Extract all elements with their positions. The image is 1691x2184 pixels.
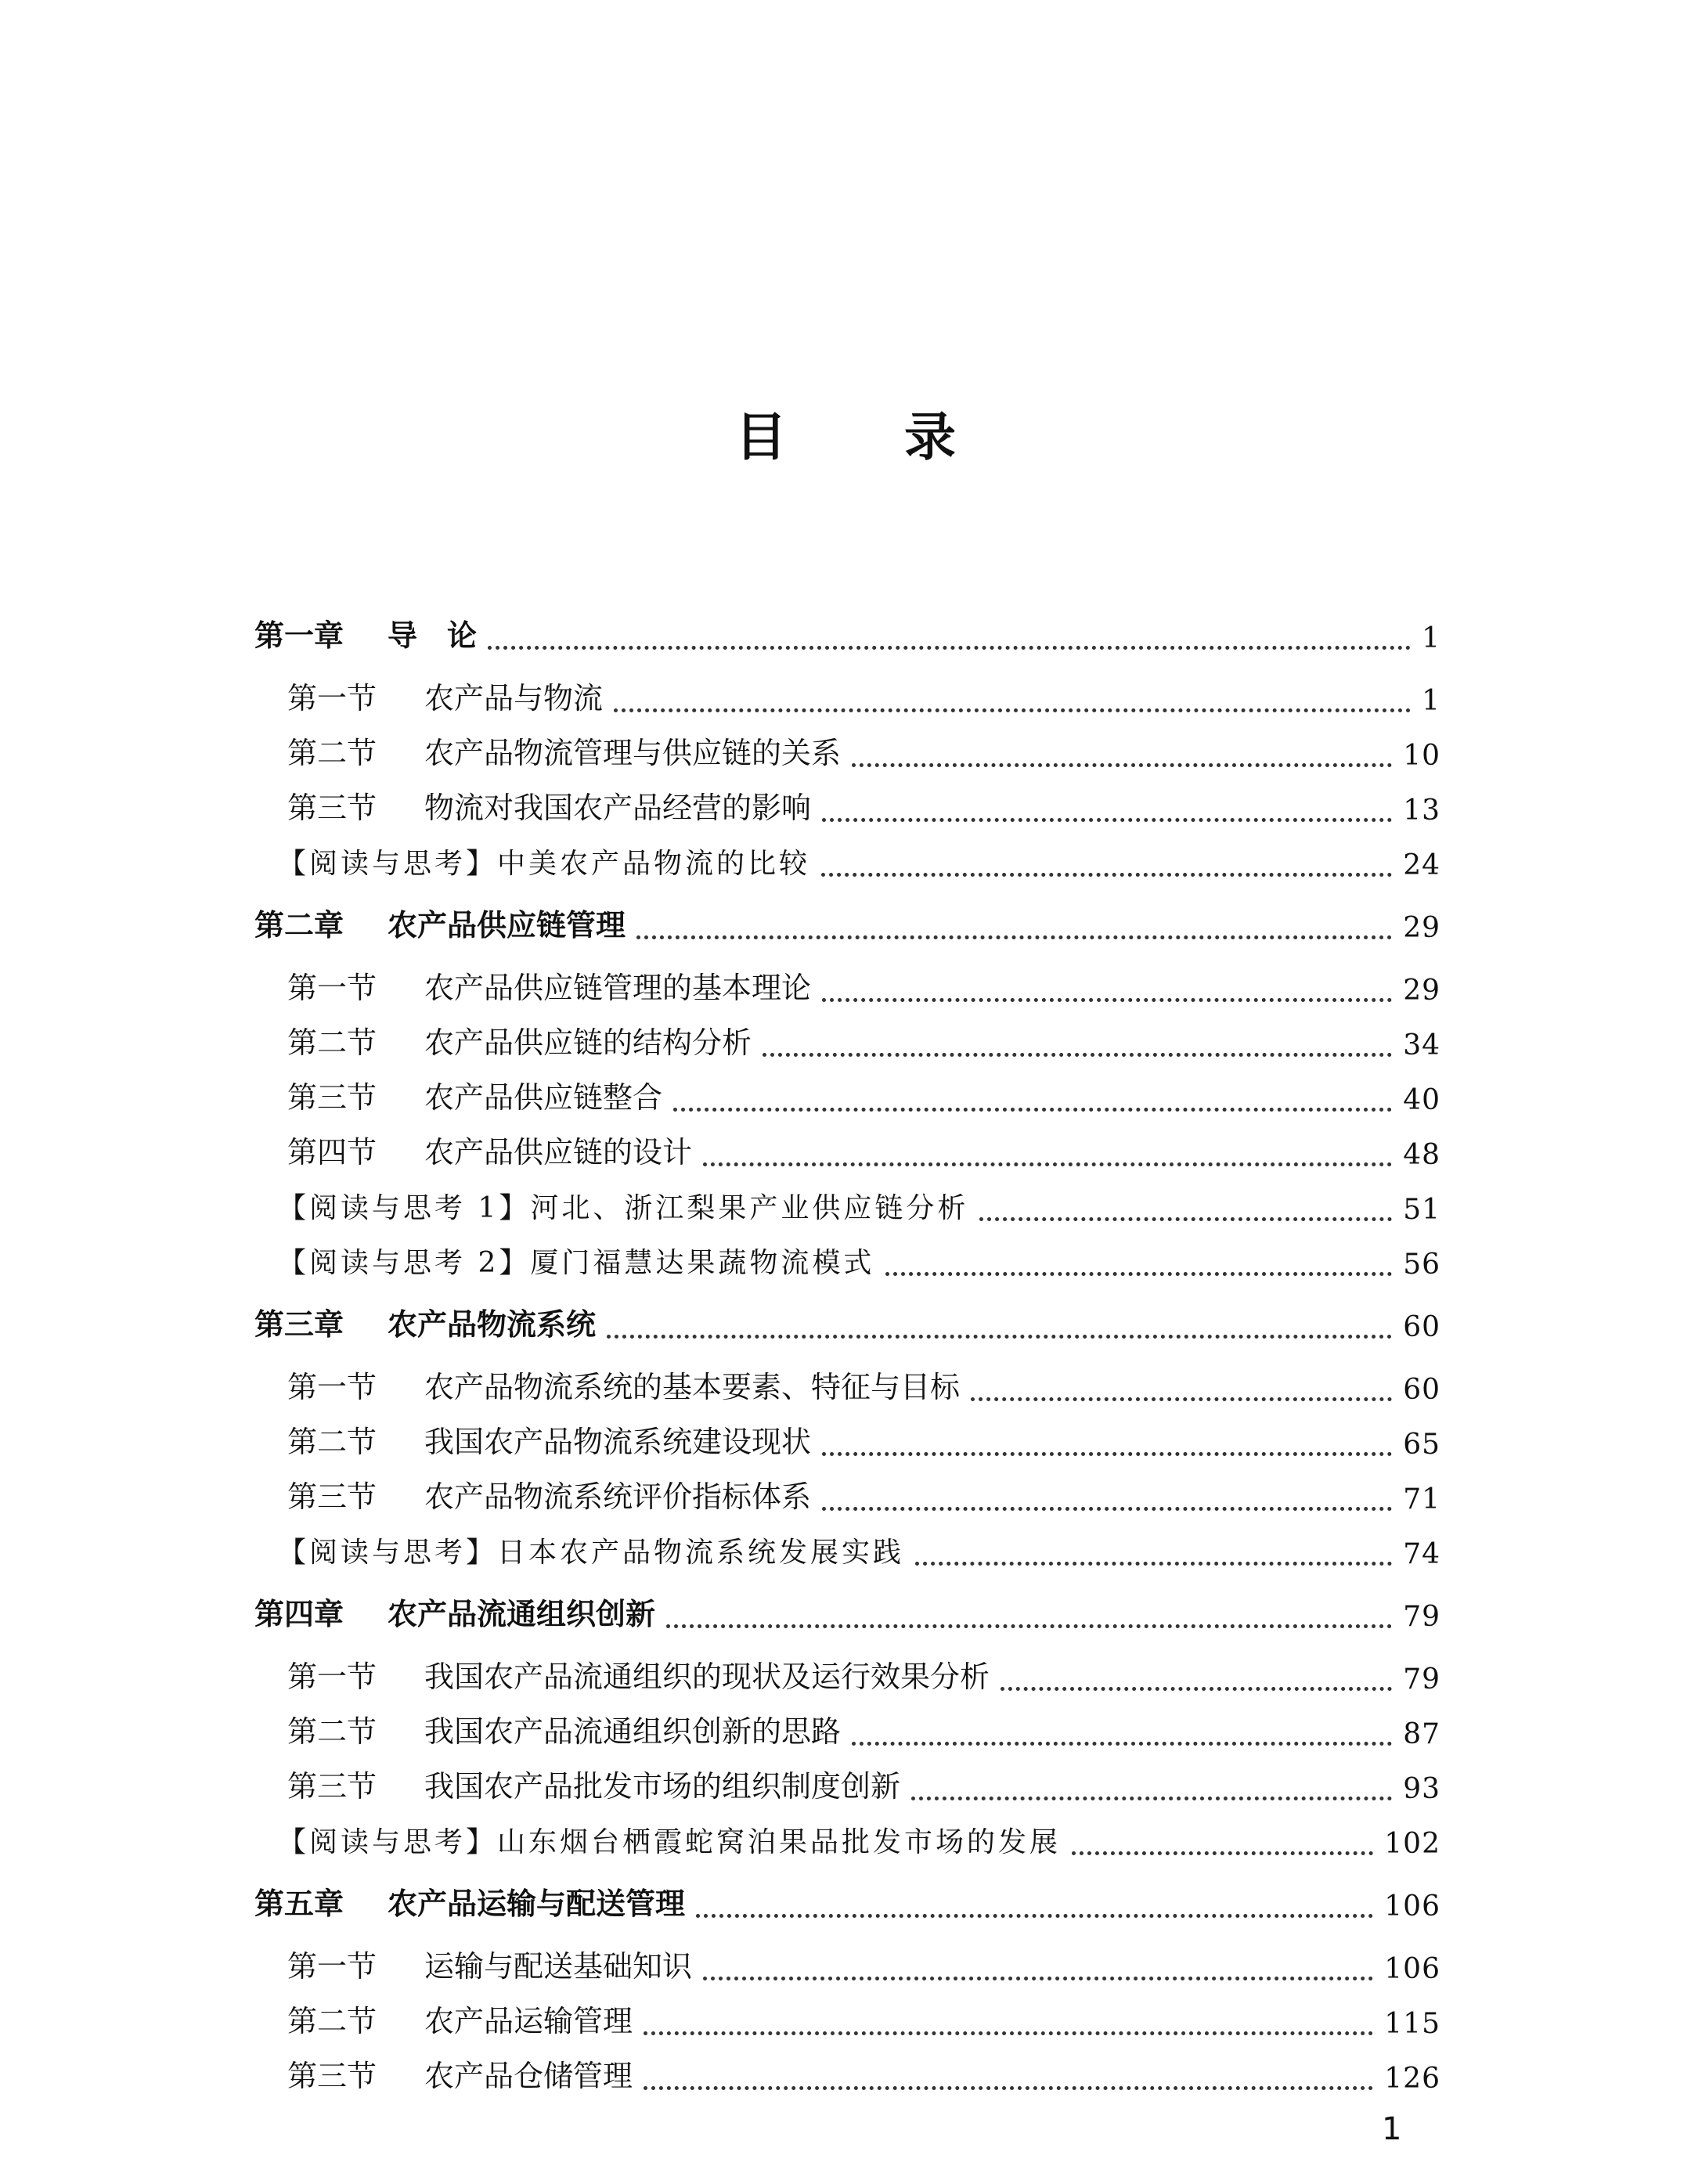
section-number: 第四节 bbox=[287, 1135, 377, 1169]
section-number: 第三节 bbox=[287, 2059, 377, 2093]
dot-leader bbox=[822, 1476, 1392, 1511]
toc-entry-label bbox=[254, 1128, 692, 1171]
toc-entry-label bbox=[254, 784, 811, 827]
section-title: 农产品物流管理与供应链的关系 bbox=[424, 736, 842, 770]
chapter-number: 第三章 bbox=[254, 1307, 344, 1342]
dot-leader bbox=[614, 677, 1411, 712]
toc-page-number: 60 bbox=[1403, 1311, 1440, 1343]
dot-leader bbox=[644, 2055, 1373, 2090]
chapter-number: 第一章 bbox=[254, 618, 344, 653]
toc-entry-section[interactable] bbox=[254, 1472, 1440, 1515]
dot-leader bbox=[673, 1076, 1392, 1112]
toc-entry-reading[interactable] bbox=[254, 1526, 1440, 1570]
dot-leader bbox=[885, 1241, 1392, 1276]
toc-page-number: 93 bbox=[1403, 1773, 1440, 1805]
toc-page-number: 71 bbox=[1403, 1483, 1440, 1515]
chapter-number: 第二章 bbox=[254, 908, 344, 942]
toc-page-number: 1 bbox=[1422, 685, 1440, 717]
dot-leader bbox=[915, 1530, 1392, 1566]
toc-page-number: 115 bbox=[1384, 2008, 1440, 2040]
toc-entry-chapter[interactable] bbox=[254, 1589, 1440, 1633]
toc-entry-section[interactable] bbox=[254, 1941, 1440, 1985]
toc-page-number: 40 bbox=[1403, 1084, 1440, 1116]
section-number: 第一节 bbox=[287, 1370, 377, 1404]
dot-leader bbox=[696, 1883, 1373, 1918]
toc-entry-reading[interactable] bbox=[254, 838, 1440, 881]
toc-entry-section[interactable] bbox=[254, 1072, 1440, 1116]
toc-entry-label bbox=[254, 1018, 752, 1061]
toc-entry-section[interactable] bbox=[254, 673, 1440, 717]
toc-title bbox=[0, 395, 1691, 470]
toc-entry-label bbox=[254, 1997, 633, 2040]
section-number: 第二节 bbox=[287, 1425, 377, 1459]
toc-page-number: 79 bbox=[1403, 1663, 1440, 1696]
section-title: 农产品供应链的设计 bbox=[424, 1135, 693, 1169]
toc-page-number: 29 bbox=[1403, 912, 1440, 944]
toc-page-number: 48 bbox=[1403, 1139, 1440, 1171]
toc-page-number: 65 bbox=[1403, 1429, 1440, 1461]
chapter-number: 第五章 bbox=[254, 1887, 344, 1921]
toc-entry-label bbox=[254, 1530, 904, 1570]
toc-entry-label bbox=[254, 1820, 1061, 1860]
section-title: 农产品运输管理 bbox=[424, 2004, 633, 2038]
toc-page-number: 56 bbox=[1403, 1249, 1440, 1281]
toc-title-char-2: 录 bbox=[904, 407, 956, 467]
dot-leader bbox=[822, 967, 1392, 1002]
toc-entry-section[interactable] bbox=[254, 1706, 1440, 1750]
toc-entry-label bbox=[254, 1879, 685, 1923]
chapter-title: 农产品物流系统 bbox=[388, 1307, 597, 1342]
toc-page-number: 51 bbox=[1403, 1194, 1440, 1226]
toc-entry-section[interactable] bbox=[254, 783, 1440, 827]
toc-entry-label bbox=[254, 1942, 692, 1985]
dot-leader bbox=[703, 1945, 1373, 1980]
toc-page-number: 60 bbox=[1403, 1374, 1440, 1406]
toc-entry-label bbox=[254, 964, 811, 1007]
section-number: 第一节 bbox=[287, 971, 377, 1005]
toc-entry-section[interactable] bbox=[254, 1417, 1440, 1461]
reading-title: 【阅读与思考】日本农产品物流系统发展实践 bbox=[278, 1537, 905, 1569]
section-title: 农产品仓储管理 bbox=[424, 2059, 633, 2093]
section-title: 我国农产品物流系统建设现状 bbox=[424, 1425, 812, 1459]
toc-entry-chapter[interactable] bbox=[254, 1299, 1440, 1343]
section-number: 第二节 bbox=[287, 1025, 377, 1060]
toc-entry-label bbox=[254, 1652, 990, 1696]
section-number: 第三节 bbox=[287, 1479, 377, 1514]
section-title: 农产品供应链管理的基本理论 bbox=[424, 971, 812, 1005]
section-title: 农产品供应链整合 bbox=[424, 1080, 663, 1115]
toc-entry-chapter[interactable] bbox=[254, 1879, 1440, 1923]
chapter-title: 导 论 bbox=[388, 618, 478, 653]
toc-entry-reading[interactable] bbox=[254, 1237, 1440, 1281]
section-title: 我国农产品流通组织创新的思路 bbox=[424, 1714, 842, 1749]
toc-entry-label bbox=[254, 1073, 662, 1116]
toc-page-number: 79 bbox=[1403, 1601, 1440, 1633]
toc-entry-label bbox=[254, 1590, 655, 1633]
toc-page-number: 102 bbox=[1384, 1828, 1440, 1860]
dot-leader bbox=[971, 1366, 1392, 1401]
chapter-title: 农产品运输与配送管理 bbox=[388, 1887, 686, 1921]
toc-page-number: 106 bbox=[1384, 1953, 1440, 1985]
toc-entry-section[interactable] bbox=[254, 1018, 1440, 1061]
toc-entry-label bbox=[254, 1300, 596, 1343]
dot-leader bbox=[1072, 1820, 1373, 1855]
reading-title: 【阅读与思考】中美农产品物流的比较 bbox=[278, 848, 811, 880]
toc-page-number: 10 bbox=[1403, 740, 1440, 772]
toc-title-char-1: 目 bbox=[735, 407, 787, 467]
toc-page-number: 74 bbox=[1403, 1538, 1440, 1570]
section-title: 农产品物流系统的基本要素、特征与目标 bbox=[424, 1370, 961, 1404]
toc-page-number: 106 bbox=[1384, 1890, 1440, 1923]
dot-leader bbox=[852, 732, 1392, 767]
toc-entry-label bbox=[254, 674, 603, 717]
dot-leader bbox=[911, 1765, 1392, 1800]
toc-entry-label bbox=[254, 611, 477, 654]
toc-entry-section[interactable] bbox=[254, 1761, 1440, 1805]
section-number: 第一节 bbox=[287, 681, 377, 715]
dot-leader bbox=[979, 1186, 1392, 1221]
section-number: 第三节 bbox=[287, 1769, 377, 1804]
dot-leader bbox=[666, 1593, 1392, 1628]
toc-entry-chapter[interactable] bbox=[254, 900, 1440, 944]
toc-entry-label bbox=[254, 1418, 811, 1461]
toc-entry-label bbox=[254, 1472, 811, 1515]
reading-title: 【阅读与思考】山东烟台栖霞蛇窝泊果品批发市场的发展 bbox=[278, 1826, 1062, 1858]
toc-entry-label bbox=[254, 901, 626, 944]
section-number: 第一节 bbox=[287, 1949, 377, 1984]
toc-entry-section[interactable] bbox=[254, 2051, 1440, 2095]
toc-entry-label bbox=[254, 1186, 968, 1226]
reading-title: 【阅读与思考 1】河北、浙江梨果产业供应链分析 bbox=[278, 1192, 969, 1224]
toc-page-number: 34 bbox=[1403, 1029, 1440, 1061]
toc-entry-section[interactable] bbox=[254, 1362, 1440, 1406]
toc-entry-section[interactable] bbox=[254, 1652, 1440, 1696]
dot-leader bbox=[607, 1303, 1392, 1339]
section-title: 我国农产品批发市场的组织制度创新 bbox=[424, 1769, 901, 1804]
section-number: 第二节 bbox=[287, 1714, 377, 1749]
page-number: 1 bbox=[1382, 2111, 1402, 2147]
section-number: 第二节 bbox=[287, 2004, 377, 2038]
toc-entry-label bbox=[254, 842, 810, 881]
toc-page-number: 87 bbox=[1403, 1718, 1440, 1750]
toc-entry-reading[interactable] bbox=[254, 1816, 1440, 1860]
section-title: 我国农产品流通组织的现状及运行效果分析 bbox=[424, 1660, 990, 1694]
dot-leader bbox=[703, 1131, 1392, 1166]
section-title: 运输与配送基础知识 bbox=[424, 1949, 693, 1984]
dot-leader bbox=[822, 787, 1392, 822]
toc-page-number: 24 bbox=[1403, 849, 1440, 881]
dot-leader bbox=[644, 2000, 1373, 2035]
reading-title: 【阅读与思考 2】厦门福慧达果蔬物流模式 bbox=[278, 1247, 875, 1279]
section-title: 农产品供应链的结构分析 bbox=[424, 1025, 752, 1060]
section-number: 第三节 bbox=[287, 791, 377, 825]
toc-entry-label bbox=[254, 1762, 900, 1805]
toc-entry-section[interactable] bbox=[254, 1996, 1440, 2040]
dot-leader bbox=[636, 904, 1392, 939]
toc-entry-chapter[interactable] bbox=[254, 611, 1440, 654]
section-number: 第三节 bbox=[287, 1080, 377, 1115]
toc-entry-section[interactable] bbox=[254, 1127, 1440, 1171]
dot-leader bbox=[1001, 1656, 1392, 1691]
dot-leader bbox=[821, 842, 1392, 877]
toc-entry-label bbox=[254, 729, 841, 772]
section-title: 物流对我国农产品经营的影响 bbox=[424, 791, 812, 825]
dot-leader bbox=[763, 1022, 1392, 1057]
dot-leader bbox=[852, 1710, 1392, 1746]
toc-entry-label bbox=[254, 1707, 841, 1750]
chapter-title: 农产品流通组织创新 bbox=[388, 1597, 656, 1631]
toc-page-number: 29 bbox=[1403, 975, 1440, 1007]
toc-entry-label bbox=[254, 2052, 633, 2095]
dot-leader bbox=[822, 1421, 1392, 1456]
section-title: 农产品与物流 bbox=[424, 681, 604, 715]
toc-page-number: 13 bbox=[1403, 795, 1440, 827]
toc-entry-section[interactable] bbox=[254, 728, 1440, 772]
toc-entry-section[interactable] bbox=[254, 963, 1440, 1007]
toc-page-number: 1 bbox=[1422, 622, 1440, 654]
toc-entry-label bbox=[254, 1363, 960, 1406]
dot-leader bbox=[488, 614, 1411, 650]
section-number: 第一节 bbox=[287, 1660, 377, 1694]
section-title: 农产品物流系统评价指标体系 bbox=[424, 1479, 812, 1514]
chapter-number: 第四章 bbox=[254, 1597, 344, 1631]
toc-page-number: 126 bbox=[1384, 2063, 1440, 2095]
toc-entry-reading[interactable] bbox=[254, 1182, 1440, 1226]
toc-entry-label bbox=[254, 1241, 874, 1281]
section-number: 第二节 bbox=[287, 736, 377, 770]
chapter-title: 农产品供应链管理 bbox=[388, 908, 626, 942]
